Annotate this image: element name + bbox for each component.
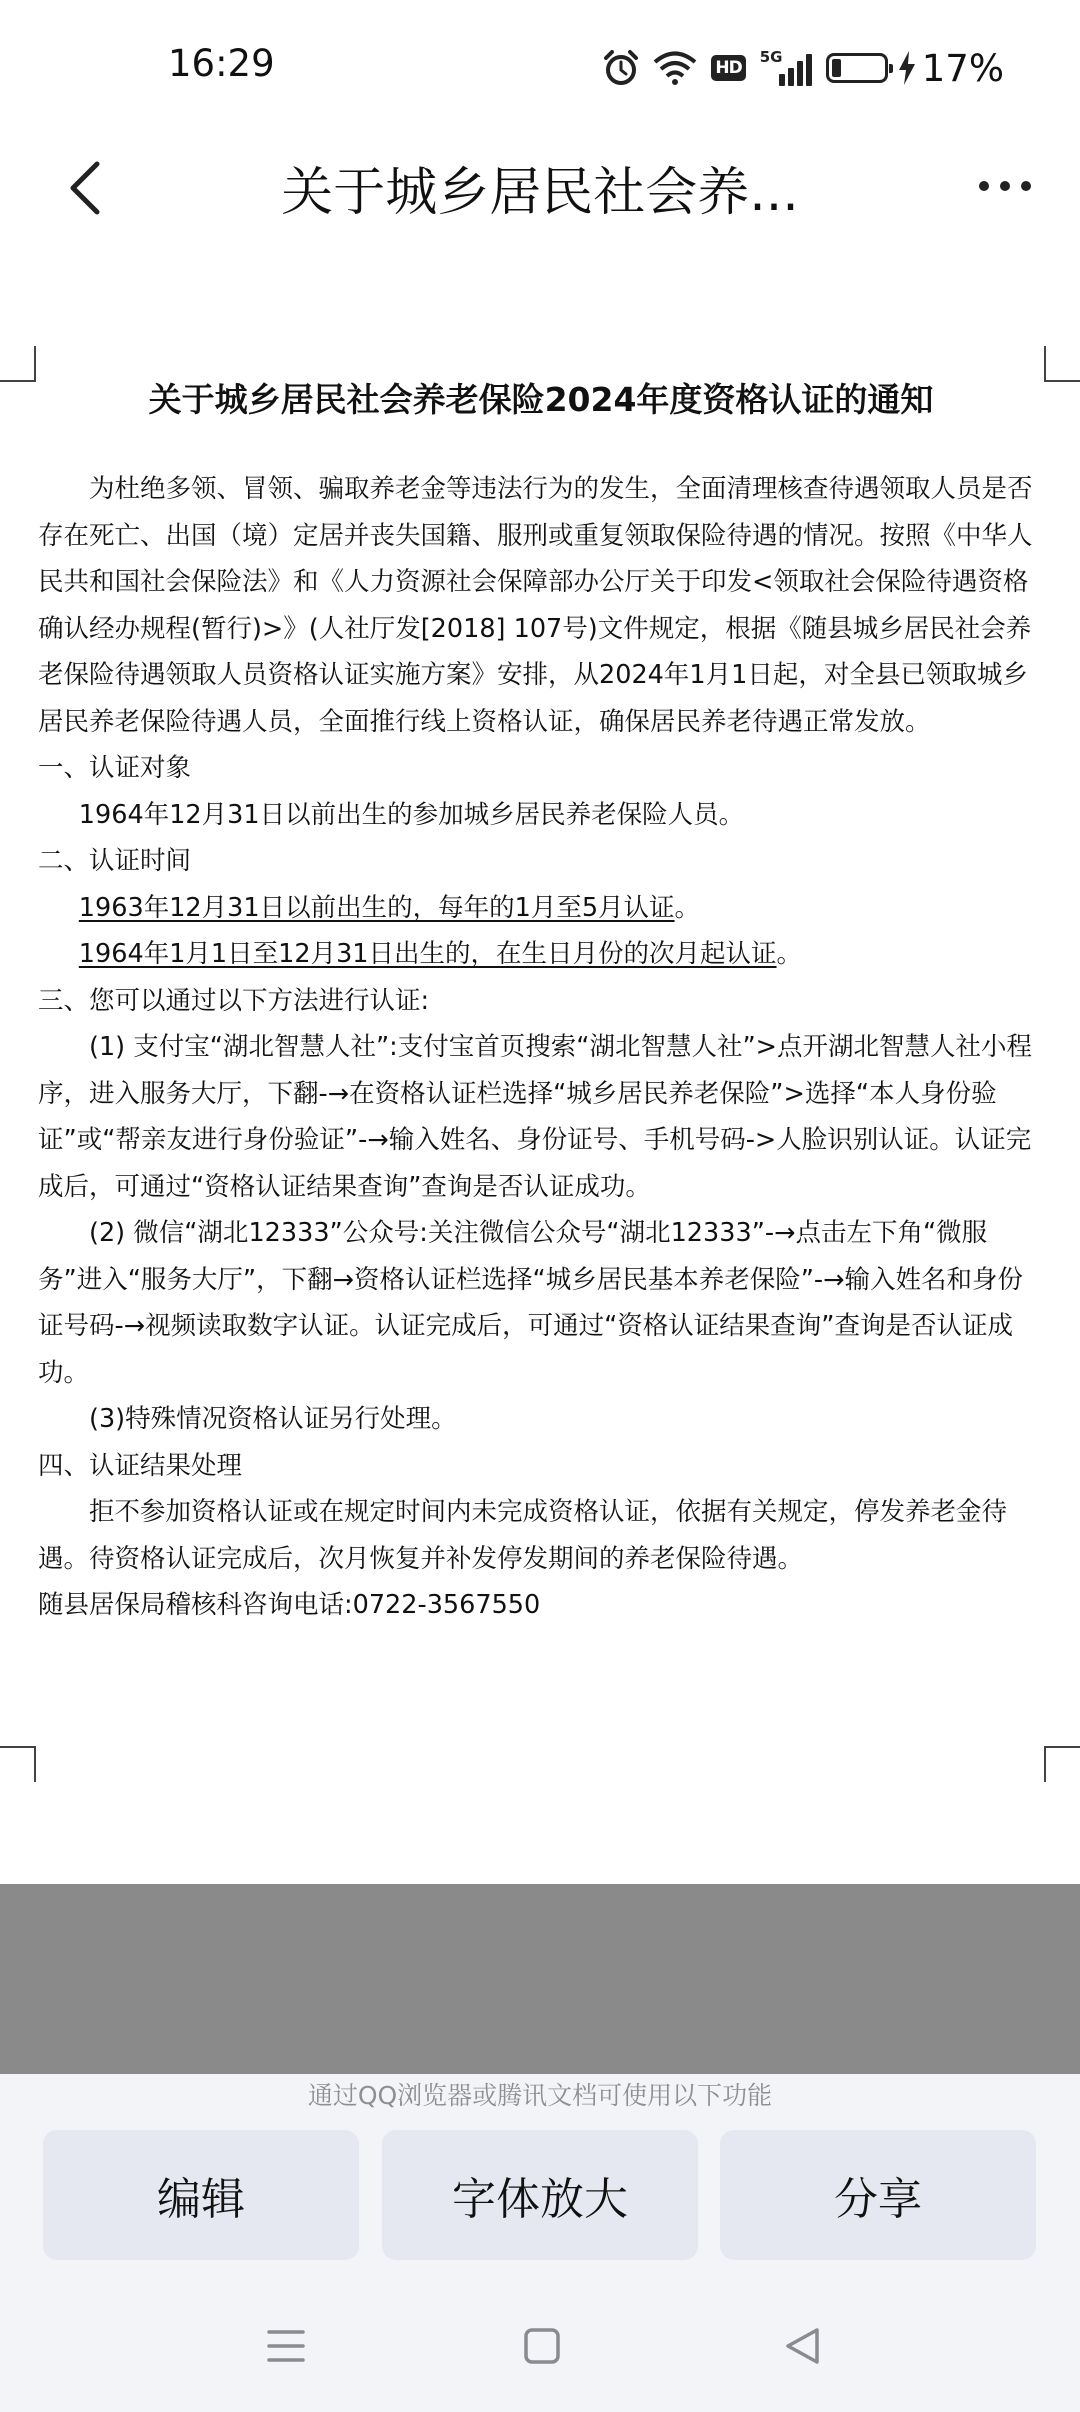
document-body <box>38 376 1044 1629</box>
crop-mark <box>0 346 36 382</box>
system-nav-bar <box>0 2300 1080 2390</box>
section-2-title: 二、认证时间 <box>38 846 192 876</box>
system-back-button[interactable] <box>772 2318 832 2374</box>
method-2: (2) 微信“湖北12333”公众号:关注微信公众号“湖北12333”-→点击左下角“微服务”进入“服务大厅”，下翻→资格认证栏选择“城乡居民基本养老保险”-→输入姓名和身份证号码-→视频读取数字认证。认证完成后，可通过“资格认证结果查询”查询是否认证成功。 <box>38 1218 1023 1388</box>
alarm-icon <box>603 49 639 87</box>
crop-mark <box>0 1746 36 1782</box>
page-title: 关于城乡居民社会养... <box>281 163 799 223</box>
document-view[interactable] <box>0 240 1080 1884</box>
method-3: (3)特殊情况资格认证另行处理。 <box>89 1404 457 1434</box>
section-2-line-1: 1963年12月31日以前出生的，每年的1月至5月认证。 <box>78 892 701 923</box>
battery-icon <box>826 53 888 83</box>
section-2-line-2: 1964年1月1日至12月31日出生的，在生日月份的次月起认证。 <box>78 939 803 969</box>
more-button[interactable] <box>970 156 1040 216</box>
crop-mark <box>1044 346 1080 382</box>
underlined-text: 1964年1月1日至12月31日出生的，在生日月份的次月起认证 <box>78 939 777 969</box>
menu-icon <box>266 2328 306 2364</box>
chevron-left-icon <box>67 160 101 216</box>
recent-apps-button[interactable] <box>256 2318 316 2374</box>
section-1-title: 一、认证对象 <box>38 753 192 783</box>
status-icons <box>589 46 1004 90</box>
crop-mark <box>1044 1746 1080 1782</box>
underlined-text: 1963年12月31日以前出生的，每年的1月至5月认证 <box>78 892 675 923</box>
contact-line: 随县居保局稽核科咨询电话:0722-3567550 <box>38 1590 541 1620</box>
panel-hint: 通过QQ浏览器或腾讯文档可使用以下功能 <box>307 2081 773 2110</box>
section-4-title: 四、认证结果处理 <box>38 1450 243 1481</box>
status-time: 16:29 <box>168 42 275 85</box>
grey-backdrop <box>0 1884 1080 2074</box>
document-heading: 关于城乡居民社会养老保险2024年度资格认证的通知 <box>148 380 934 419</box>
edit-button[interactable]: 编辑 <box>43 2130 359 2260</box>
share-button[interactable]: 分享 <box>720 2130 1036 2260</box>
status-bar <box>0 0 1080 140</box>
signal-icon <box>760 48 812 88</box>
home-icon <box>523 2327 561 2365</box>
method-1: (1) 支付宝“湖北智慧人社”:支付宝首页搜索“湖北智慧人社”>点开湖北智慧人社小程序，进入服务大厅，下翻-→在资格认证栏选择“城乡居民养老保险”>选择“本人身份验证”或“帮亲友进行身份验证”-→输入姓名、身份证号、手机号码->人脸识别认证。认证完成后，可通过“资格认证结果查询”查询是否认证成功。 <box>38 1032 1033 1202</box>
intro-paragraph: 为杜绝多领、冒领、骗取养老金等违法行为的发生，全面清理核查待遇领取人员是否存在死亡、出国（境）定居并丧失国籍、服刑或重复领取保险待遇的情况。按照《中华人民共和国社会保险法》和《人力资源社会保障部办公厅关于印发<领取社会保险待遇资格确认经办规程(暂行)>》(人社厅发[2018] 107号)文件规定，根据《随县城乡居民社会养老保险待遇领取人员资格认证实施方案》安排，从2024年1月1日起，对全县已领取城乡居民养老保险待遇人员，全面推行线上资格认证，确保居民养老待遇正常发放。 <box>38 474 1033 737</box>
more-dots-icon <box>978 180 1032 192</box>
hd-label: HD <box>711 55 745 81</box>
nav-bar <box>0 140 1080 240</box>
section-3-title: 三、您可以通过以下方法进行认证: <box>38 985 430 1016</box>
font-enlarge-button[interactable]: 字体放大 <box>382 2130 698 2260</box>
section-1-body: 1964年12月31日以前出生的参加城乡居民养老保险人员。 <box>78 799 745 830</box>
section-4-body: 拒不参加资格认证或在规定时间内未完成资格认证，依据有关规定，停发养老金待遇。待资格认证完成后，次月恢复并补发停发期间的养老保险待遇。 <box>38 1497 1008 1574</box>
charging-icon <box>898 51 916 85</box>
back-button[interactable] <box>44 148 124 228</box>
back-triangle-icon <box>783 2326 821 2366</box>
home-button[interactable] <box>512 2318 572 2374</box>
network-label: 5G <box>759 48 783 66</box>
wifi-icon <box>653 51 697 85</box>
battery-percent: 17% <box>921 46 1004 90</box>
hd-icon <box>711 55 745 81</box>
